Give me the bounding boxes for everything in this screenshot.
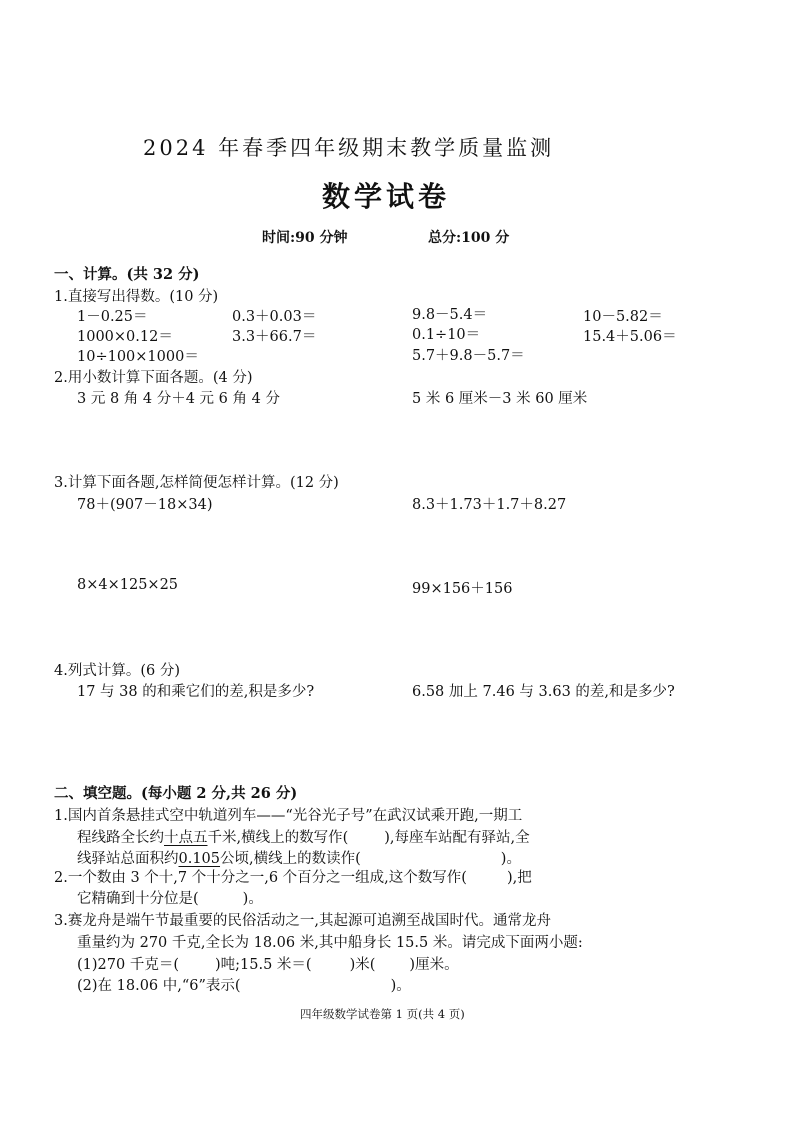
q2-item: 5 米 6 厘米－3 米 60 厘米 — [412, 391, 588, 407]
section2-heading: 二、填空题。(每小题 2 分,共 26 分) — [54, 785, 298, 802]
text-segment: )。 — [390, 978, 411, 994]
q4-item: 17 与 38 的和乘它们的差,积是多少? — [77, 684, 315, 700]
underlined-number: 十点五 — [164, 830, 208, 846]
fill-q3-line: 3.赛龙舟是端午节最重要的民俗活动之一,其起源可追溯至战国时代。通常龙舟 — [54, 913, 551, 929]
text-segment: )厘米。 — [409, 957, 459, 973]
q1-item: 1000×0.12＝ — [77, 329, 173, 345]
section1-heading: 一、计算。(共 32 分) — [54, 266, 200, 283]
text-segment: )米( — [349, 957, 376, 973]
fill-q3-line — [77, 974, 411, 995]
fill-q2-line — [54, 866, 532, 887]
exam-title: 2024 年春季四年级期末教学质量监测 — [143, 136, 555, 160]
text-segment: )。 — [242, 891, 263, 907]
text-segment: (1)270 千克＝( — [77, 957, 179, 973]
page-footer: 四年级数学试卷第 1 页(共 4 页) — [300, 1007, 465, 1021]
q3-item: 8.3＋1.73＋1.7＋8.27 — [412, 497, 567, 513]
fill-q3-line: 重量约为 270 千克,全长为 18.06 米,其中船身长 15.5 米。请完成下面两小题: — [77, 935, 583, 951]
fill-q1-line — [77, 826, 530, 847]
q1-item: 1－0.25＝ — [77, 309, 148, 325]
fill-q3-line — [77, 953, 459, 974]
q2-item: 3 元 8 角 4 分＋4 元 6 角 4 分 — [77, 391, 280, 407]
q1-label: 1.直接写出得数。(10 分) — [54, 289, 219, 305]
text-segment: (2)在 18.06 中,“6”表示( — [77, 978, 241, 994]
exam-total-score: 总分:100 分 — [428, 230, 510, 246]
text-segment: 程线路全长约 — [77, 830, 164, 846]
q4-label: 4.列式计算。(6 分) — [54, 663, 180, 679]
q2-label: 2.用小数计算下面各题。(4 分) — [54, 370, 253, 386]
fill-q1-line — [77, 847, 521, 868]
q3-item: 8×4×125×25 — [77, 577, 179, 593]
fill-q1-line: 1.国内首条悬挂式空中轨道列车——“光谷光子号”在武汉试乘开跑,一期工 — [54, 808, 523, 824]
text-segment: )。 — [500, 851, 521, 867]
underlined-number: 0.105 — [178, 851, 221, 867]
fill-q2-line — [77, 887, 263, 908]
q1-item: 0.3＋0.03＝ — [232, 309, 317, 325]
q1-item: 15.4＋5.06＝ — [583, 329, 677, 345]
q1-item: 3.3＋66.7＝ — [232, 329, 317, 345]
q3-label: 3.计算下面各题,怎样简便怎样计算。(12 分) — [54, 475, 339, 491]
q1-item: 5.7＋9.8－5.7＝ — [412, 348, 525, 364]
text-segment: ),每座车站配有驿站,全 — [384, 830, 530, 846]
text-segment: )吨;15.5 米＝( — [214, 957, 312, 973]
text-segment: 公顷,横线上的数读作( — [220, 851, 361, 867]
text-segment: 2.一个数由 3 个十,7 个十分之一,6 个百分之一组成,这个数写作( — [54, 870, 467, 886]
q1-item: 0.1÷10＝ — [412, 327, 481, 343]
exam-subtitle: 数学试卷 — [322, 180, 451, 213]
q1-item: 10－5.82＝ — [583, 309, 663, 325]
q3-item: 99×156＋156 — [412, 581, 513, 597]
text-segment: 线驿站总面积约 — [77, 851, 179, 867]
text-segment: 千米,横线上的数写作( — [207, 830, 349, 846]
q4-item: 6.58 加上 7.46 与 3.63 的差,和是多少? — [412, 684, 675, 700]
q1-item: 9.8－5.4＝ — [412, 307, 488, 323]
exam-time: 时间:90 分钟 — [262, 230, 348, 246]
text-segment: 它精确到十分位是( — [77, 891, 199, 907]
q1-item: 10÷100×1000＝ — [77, 349, 199, 365]
text-segment: ),把 — [506, 870, 532, 886]
q3-item: 78＋(907－18×34) — [77, 497, 213, 513]
